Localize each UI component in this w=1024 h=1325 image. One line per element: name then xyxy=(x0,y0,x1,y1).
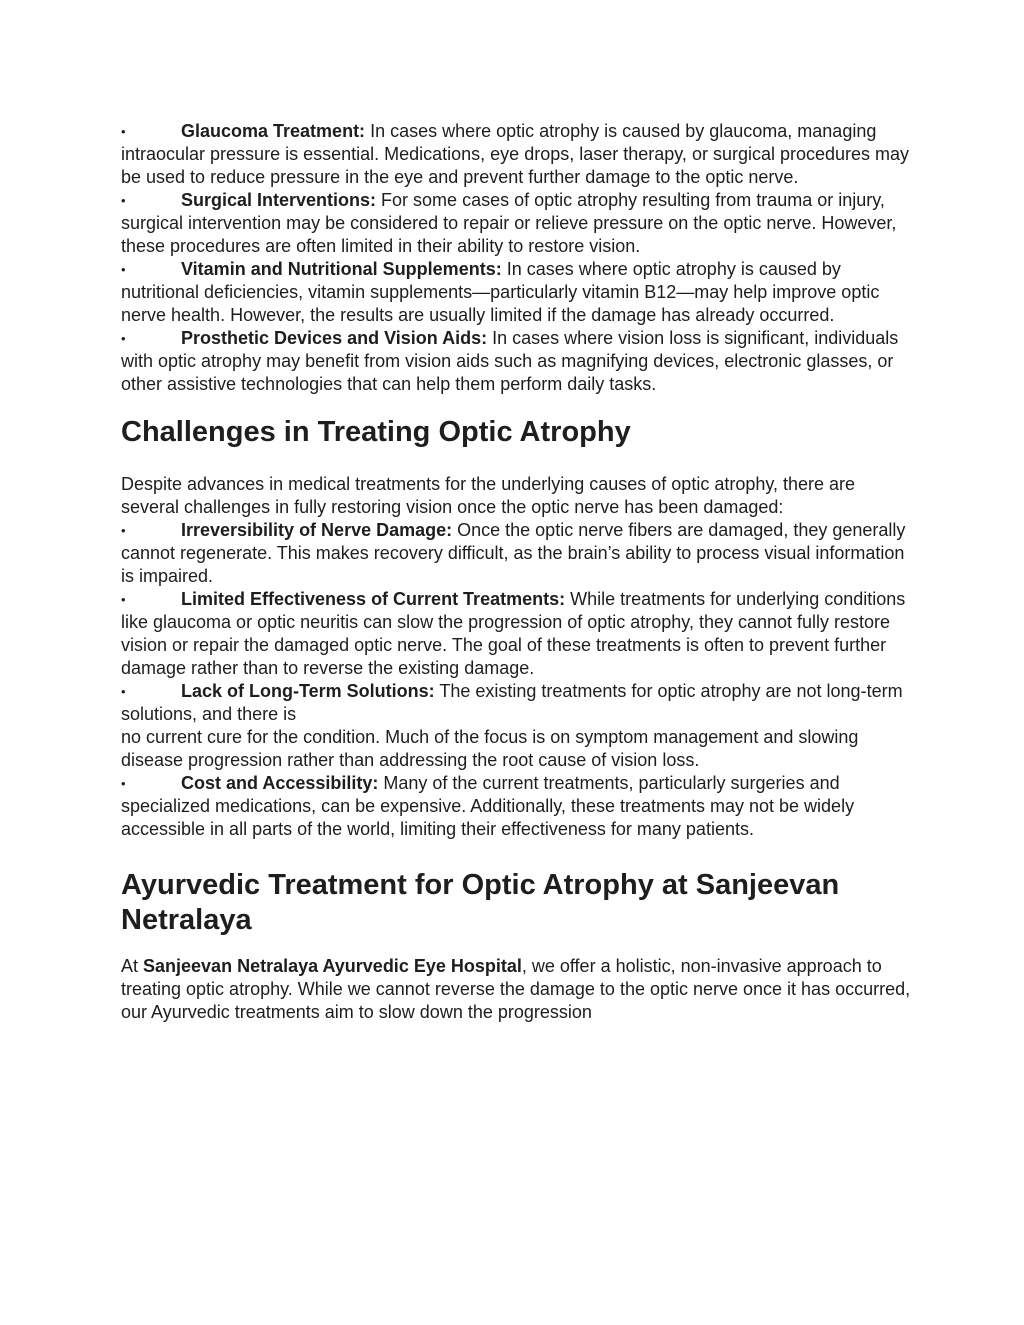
item-title: Vitamin and Nutritional Supplements: xyxy=(181,259,502,279)
item-title: Cost and Accessibility: xyxy=(181,773,379,793)
section-heading-challenges: Challenges in Treating Optic Atrophy xyxy=(121,416,631,448)
bullet: • xyxy=(121,592,126,607)
document-page xyxy=(121,120,911,1024)
challenges-intro: Despite advances in medical treatments for the underlying causes of optic atrophy, there are several challenges in fully restoring vision once the optic nerve has been damaged: xyxy=(121,474,856,517)
item-text: The existing treatments for optic atrophy are not long-term solutions, and there is xyxy=(121,681,903,724)
bullet: • xyxy=(121,523,126,538)
bullet: • xyxy=(121,193,126,208)
intro-text: , we offer a holistic, non-invasive approach to treating optic atrophy. While we cannot reverse the damage to the optic nerve once it has occurred, our Ayurvedic treatments aim to slow down the progression xyxy=(121,956,911,1022)
item-text: Many of the current treatments, particularly surgeries and specialized medications, can be expensive. Additionally, these treatments may not be widely accessible in all parts of the world, limiting their effectiveness for many patients. xyxy=(121,773,855,839)
item-text: In cases where optic atrophy is caused by nutritional deficiencies, vitamin supplements—particularly vitamin B12—may help improve optic nerve health. However, the results are usually limited if the damage has already occurred. xyxy=(121,259,880,325)
list-item xyxy=(121,120,911,189)
item-title: Glaucoma Treatment: xyxy=(181,121,366,141)
bullet: • xyxy=(121,776,126,791)
list-item xyxy=(121,189,911,258)
list-item xyxy=(121,258,911,327)
list-item xyxy=(121,519,911,588)
ayurvedic-intro xyxy=(121,955,911,1024)
list-item xyxy=(121,588,911,680)
item-title: Lack of Long-Term Solutions: xyxy=(181,681,435,701)
list-item xyxy=(121,772,911,841)
bullet: • xyxy=(121,684,126,699)
item-text-continued: no current cure for the condition. Much of the focus is on symptom management and slowing disease progression rather than addressing the root cause of vision loss. xyxy=(121,727,859,770)
intro-prefix: At xyxy=(121,956,144,976)
bullet: • xyxy=(121,124,126,139)
bullet: • xyxy=(121,331,126,346)
item-text: Once the optic nerve fibers are damaged, they generally cannot regenerate. This makes recovery difficult, as the brain’s ability to process visual information is impaired. xyxy=(121,520,906,586)
item-title: Prosthetic Devices and Vision Aids: xyxy=(181,328,488,348)
item-title: Surgical Interventions: xyxy=(181,190,377,210)
item-title: Irreversibility of Nerve Damage: xyxy=(181,520,453,540)
item-text: For some cases of optic atrophy resulting from trauma or injury, surgical intervention may be considered to repair or relieve pressure on the optic nerve. However, these procedures are often limited in their ability to restore vision. xyxy=(121,190,897,256)
item-text: While treatments for underlying conditions like glaucoma or optic neuritis can slow the progression of optic atrophy, they cannot fully restore vision or repair the damaged optic nerve. The goal of these treatments is often to prevent further damage rather than to reverse the existing damage. xyxy=(121,589,906,678)
bullet: • xyxy=(121,262,126,277)
list-item xyxy=(121,327,911,396)
list-item xyxy=(121,680,911,772)
section-heading-ayurvedic: Ayurvedic Treatment for Optic Atrophy at Sanjeevan Netralaya xyxy=(121,869,840,936)
item-text: In cases where optic atrophy is caused by glaucoma, managing intraocular pressure is essential. Medications, eye drops, laser therapy, or surgical procedures may be used to reduce pressure in the eye and prevent further damage to the optic nerve. xyxy=(121,121,910,187)
hospital-name: Sanjeevan Netralaya Ayurvedic Eye Hospital xyxy=(143,956,522,976)
treatment-list xyxy=(121,120,911,396)
item-text: In cases where vision loss is significant, individuals with optic atrophy may benefit from vision aids such as magnifying devices, electronic glasses, or other assistive technologies that can help them perform daily tasks. xyxy=(121,328,899,394)
item-title: Limited Effectiveness of Current Treatments: xyxy=(181,589,566,609)
